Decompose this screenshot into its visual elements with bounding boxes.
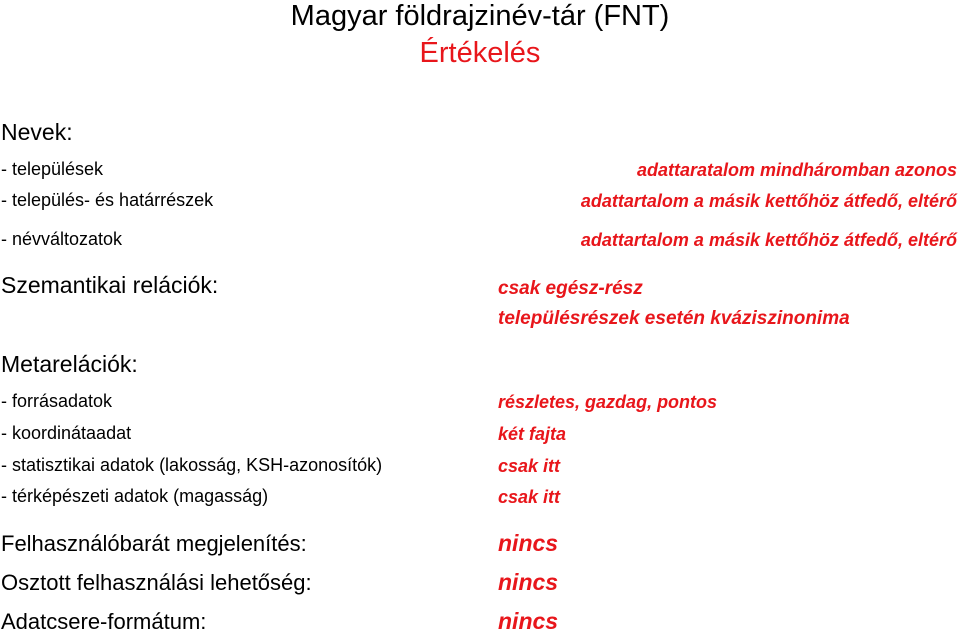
meta-item-label: - koordinátaadat <box>1 423 132 443</box>
feature-value: nincs <box>498 569 559 595</box>
meta-item-value: csak itt <box>498 456 561 476</box>
meta-item-value: két fajta <box>498 424 567 444</box>
meta-item-value: csak itt <box>498 487 561 507</box>
meta-item-value: részletes, gazdag, pontos <box>498 392 718 412</box>
names-item-value: adattaratalom mindháromban azonos <box>636 160 957 180</box>
meta-item-label: - térképészeti adatok (magasság) <box>1 486 269 506</box>
names-item-value: adattartalom a másik kettőhöz átfedő, eltérő <box>580 191 957 211</box>
meta-heading: Metarelációk: <box>1 351 138 377</box>
meta-item-label: - statisztikai adatok (lakosság, KSH-azonosítók) <box>1 455 383 475</box>
names-item-label: - település- és határrészek <box>1 190 214 210</box>
semantic-heading: Szemantikai relációk: <box>1 272 219 298</box>
semantic-line: csak egész-rész <box>498 278 643 299</box>
feature-label: Osztott felhasználási lehetőség: <box>1 570 312 595</box>
names-item-label: - névváltozatok <box>1 229 123 249</box>
names-item-value: adattartalom a másik kettőhöz átfedő, eltérő <box>580 230 957 250</box>
names-heading: Nevek: <box>1 119 73 145</box>
feature-value: nincs <box>498 608 559 634</box>
feature-label: Felhasználóbarát megjelenítés: <box>1 531 307 556</box>
feature-value: nincs <box>498 530 559 556</box>
meta-item-label: - forrásadatok <box>1 391 113 411</box>
feature-label: Adatcsere-formátum: <box>1 609 207 634</box>
names-item-label: - települések <box>1 159 104 179</box>
slide-subtitle: Értékelés <box>419 37 541 69</box>
semantic-line: településrészek esetén kváziszinonima <box>498 308 850 329</box>
slide-title: Magyar földrajzinév-tár (FNT) <box>290 0 670 32</box>
